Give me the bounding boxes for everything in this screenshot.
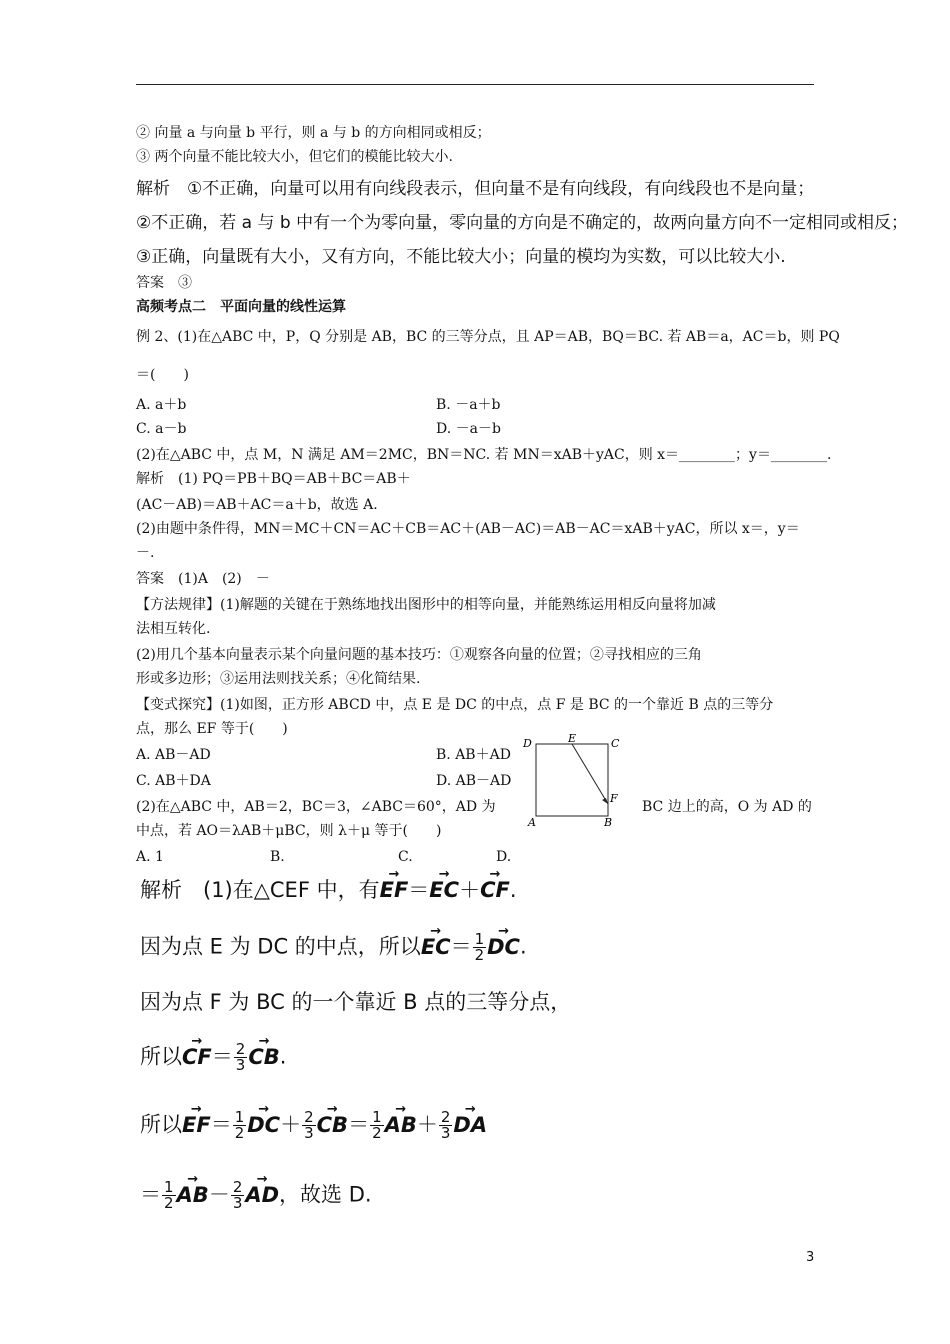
option-c: C. xyxy=(398,849,413,865)
label-a: A xyxy=(528,816,536,829)
option-a: A. a＋b xyxy=(136,397,187,413)
solution-line: 因为点 F 为 BC 的一个靠近 B 点的三等分点， xyxy=(140,990,572,1014)
text-line: (2)用几个基本向量表示某个向量问题的基本技巧：①观察各向量的位置；②寻找相应的三角 xyxy=(136,647,702,663)
option-a: A. AB－AD xyxy=(136,747,211,763)
square-figure xyxy=(520,734,630,830)
example-line: 例 2、(1)在△ABC 中，P，Q 分别是 AB，BC 的三等分点，且 AP＝AB，BQ＝BC. 若 AB＝a，AC＝b，则 PQ xyxy=(136,329,840,345)
text-line: (2)由题中条件得，MN＝MC＋CN＝AC＋CB＝AC＋(AB－AC)＝AB－AC＝xAB＋yAC，所以 x＝，y＝ xyxy=(136,521,800,537)
answer-line: 答案 ③ xyxy=(136,275,192,291)
analysis-line: ②不正确，若 a 与 b 中有一个为零向量，零向量的方向是不确定的，故两向量方向不一定相同或相反； xyxy=(136,213,909,233)
text-line: ② 向量 a 与向量 b 平行，则 a 与 b 的方向相同或相反； xyxy=(136,125,491,141)
analysis-line: 解析 ①不正确，向量可以用有向线段表示，但向量不是有向线段，有向线段也不是向量； xyxy=(136,179,815,199)
variant-line: 【变式探究】(1)如图，正方形 ABCD 中，点 E 是 DC 的中点，点 F 是 BC 的一个靠近 B 点的三等分 xyxy=(136,697,774,713)
text-line: ③ 两个向量不能比较大小，但它们的模能比较大小. xyxy=(136,149,453,165)
analysis-line: ③正确，向量既有大小，又有方向，不能比较大小；向量的模均为实数，可以比较大小. xyxy=(136,247,786,267)
solution-line: ＝ $\frac{1}{2}$ → AB－ $\frac{2}{3}$ → AD，故选 D. xyxy=(140,1180,372,1211)
option-a: A. 1 xyxy=(136,849,164,865)
text-line: BC 边上的高，O 为 AD 的 xyxy=(642,799,812,815)
solution-line: 因为点 E 为 DC 的中点，所以→ EC＝ $\frac{1}{2}$ → DC. xyxy=(140,932,527,963)
answer-line: 答案 (1)A (2) － xyxy=(136,571,270,587)
label-e: E xyxy=(568,734,577,745)
solution-line: 所以→ CF＝ $\frac{2}{3}$ → CB. xyxy=(140,1042,286,1073)
solution-line: 所以→ EF＝ $\frac{1}{2}$ → DC＋ $\frac{2}{3}$ → CB＝ $\frac{1}{2}$ → AB＋ $\frac{2}{3}$ → DA xyxy=(140,1110,487,1141)
arrowhead xyxy=(602,798,608,804)
text-line: ＝( ) xyxy=(136,367,189,383)
method-line: 【方法规律】(1)解题的关键在于熟练地找出图形中的相等向量，并能熟练运用相反向量将加减 xyxy=(136,597,716,613)
header-rule xyxy=(136,84,814,85)
text-line: 点，那么 EF 等于( ) xyxy=(136,721,288,737)
option-d: D. AB－AD xyxy=(436,773,512,789)
option-c: C. AB＋DA xyxy=(136,773,211,789)
solution-line: 解析 (1)在△CEF 中，有→ EF＝→ EC＋→ CF. xyxy=(140,876,517,904)
option-b: B. xyxy=(270,849,285,865)
text-line: 形或多边形；③运用法则找关系；④化简结果. xyxy=(136,671,421,687)
text-line: 法相互转化. xyxy=(136,621,211,637)
segment-ef xyxy=(572,744,608,804)
option-d: D. －a－b xyxy=(436,421,501,437)
text-line: 解析 (1) PQ＝PB＋BQ＝AB＋BC＝AB＋ xyxy=(136,471,411,487)
option-c: C. a－b xyxy=(136,421,187,437)
fraction: $\frac{2}{3}$ xyxy=(235,1040,246,1074)
label-f: F xyxy=(610,792,618,805)
label-c: C xyxy=(611,737,620,750)
fraction: $\frac{1}{2}$ xyxy=(474,930,485,964)
text-line: (AC－AB)＝AB＋AC＝a＋b，故选 A. xyxy=(136,497,378,513)
label-b: B xyxy=(604,816,613,829)
text-line: (2)在△ABC 中，AB＝2，BC＝3，∠ABC＝60°，AD 为 xyxy=(136,799,496,815)
page-number: 3 xyxy=(806,1250,815,1265)
option-b: B. AB＋AD xyxy=(436,747,511,763)
option-b: B. －a＋b xyxy=(436,397,501,413)
text-line: (2)在△ABC 中，点 M，N 满足 AM＝2MC，BN＝NC. 若 MN＝xAB＋yAC，则 x＝________；y＝________. xyxy=(136,447,832,463)
section-heading: 高频考点二 平面向量的线性运算 xyxy=(136,299,346,315)
option-d: D. xyxy=(496,849,512,865)
square-abcd xyxy=(536,744,608,816)
text-line: －. xyxy=(136,545,155,561)
label-d: D xyxy=(523,737,532,750)
text-line: 中点，若 AO＝λAB＋μBC，则 λ＋μ 等于( ) xyxy=(136,823,442,839)
